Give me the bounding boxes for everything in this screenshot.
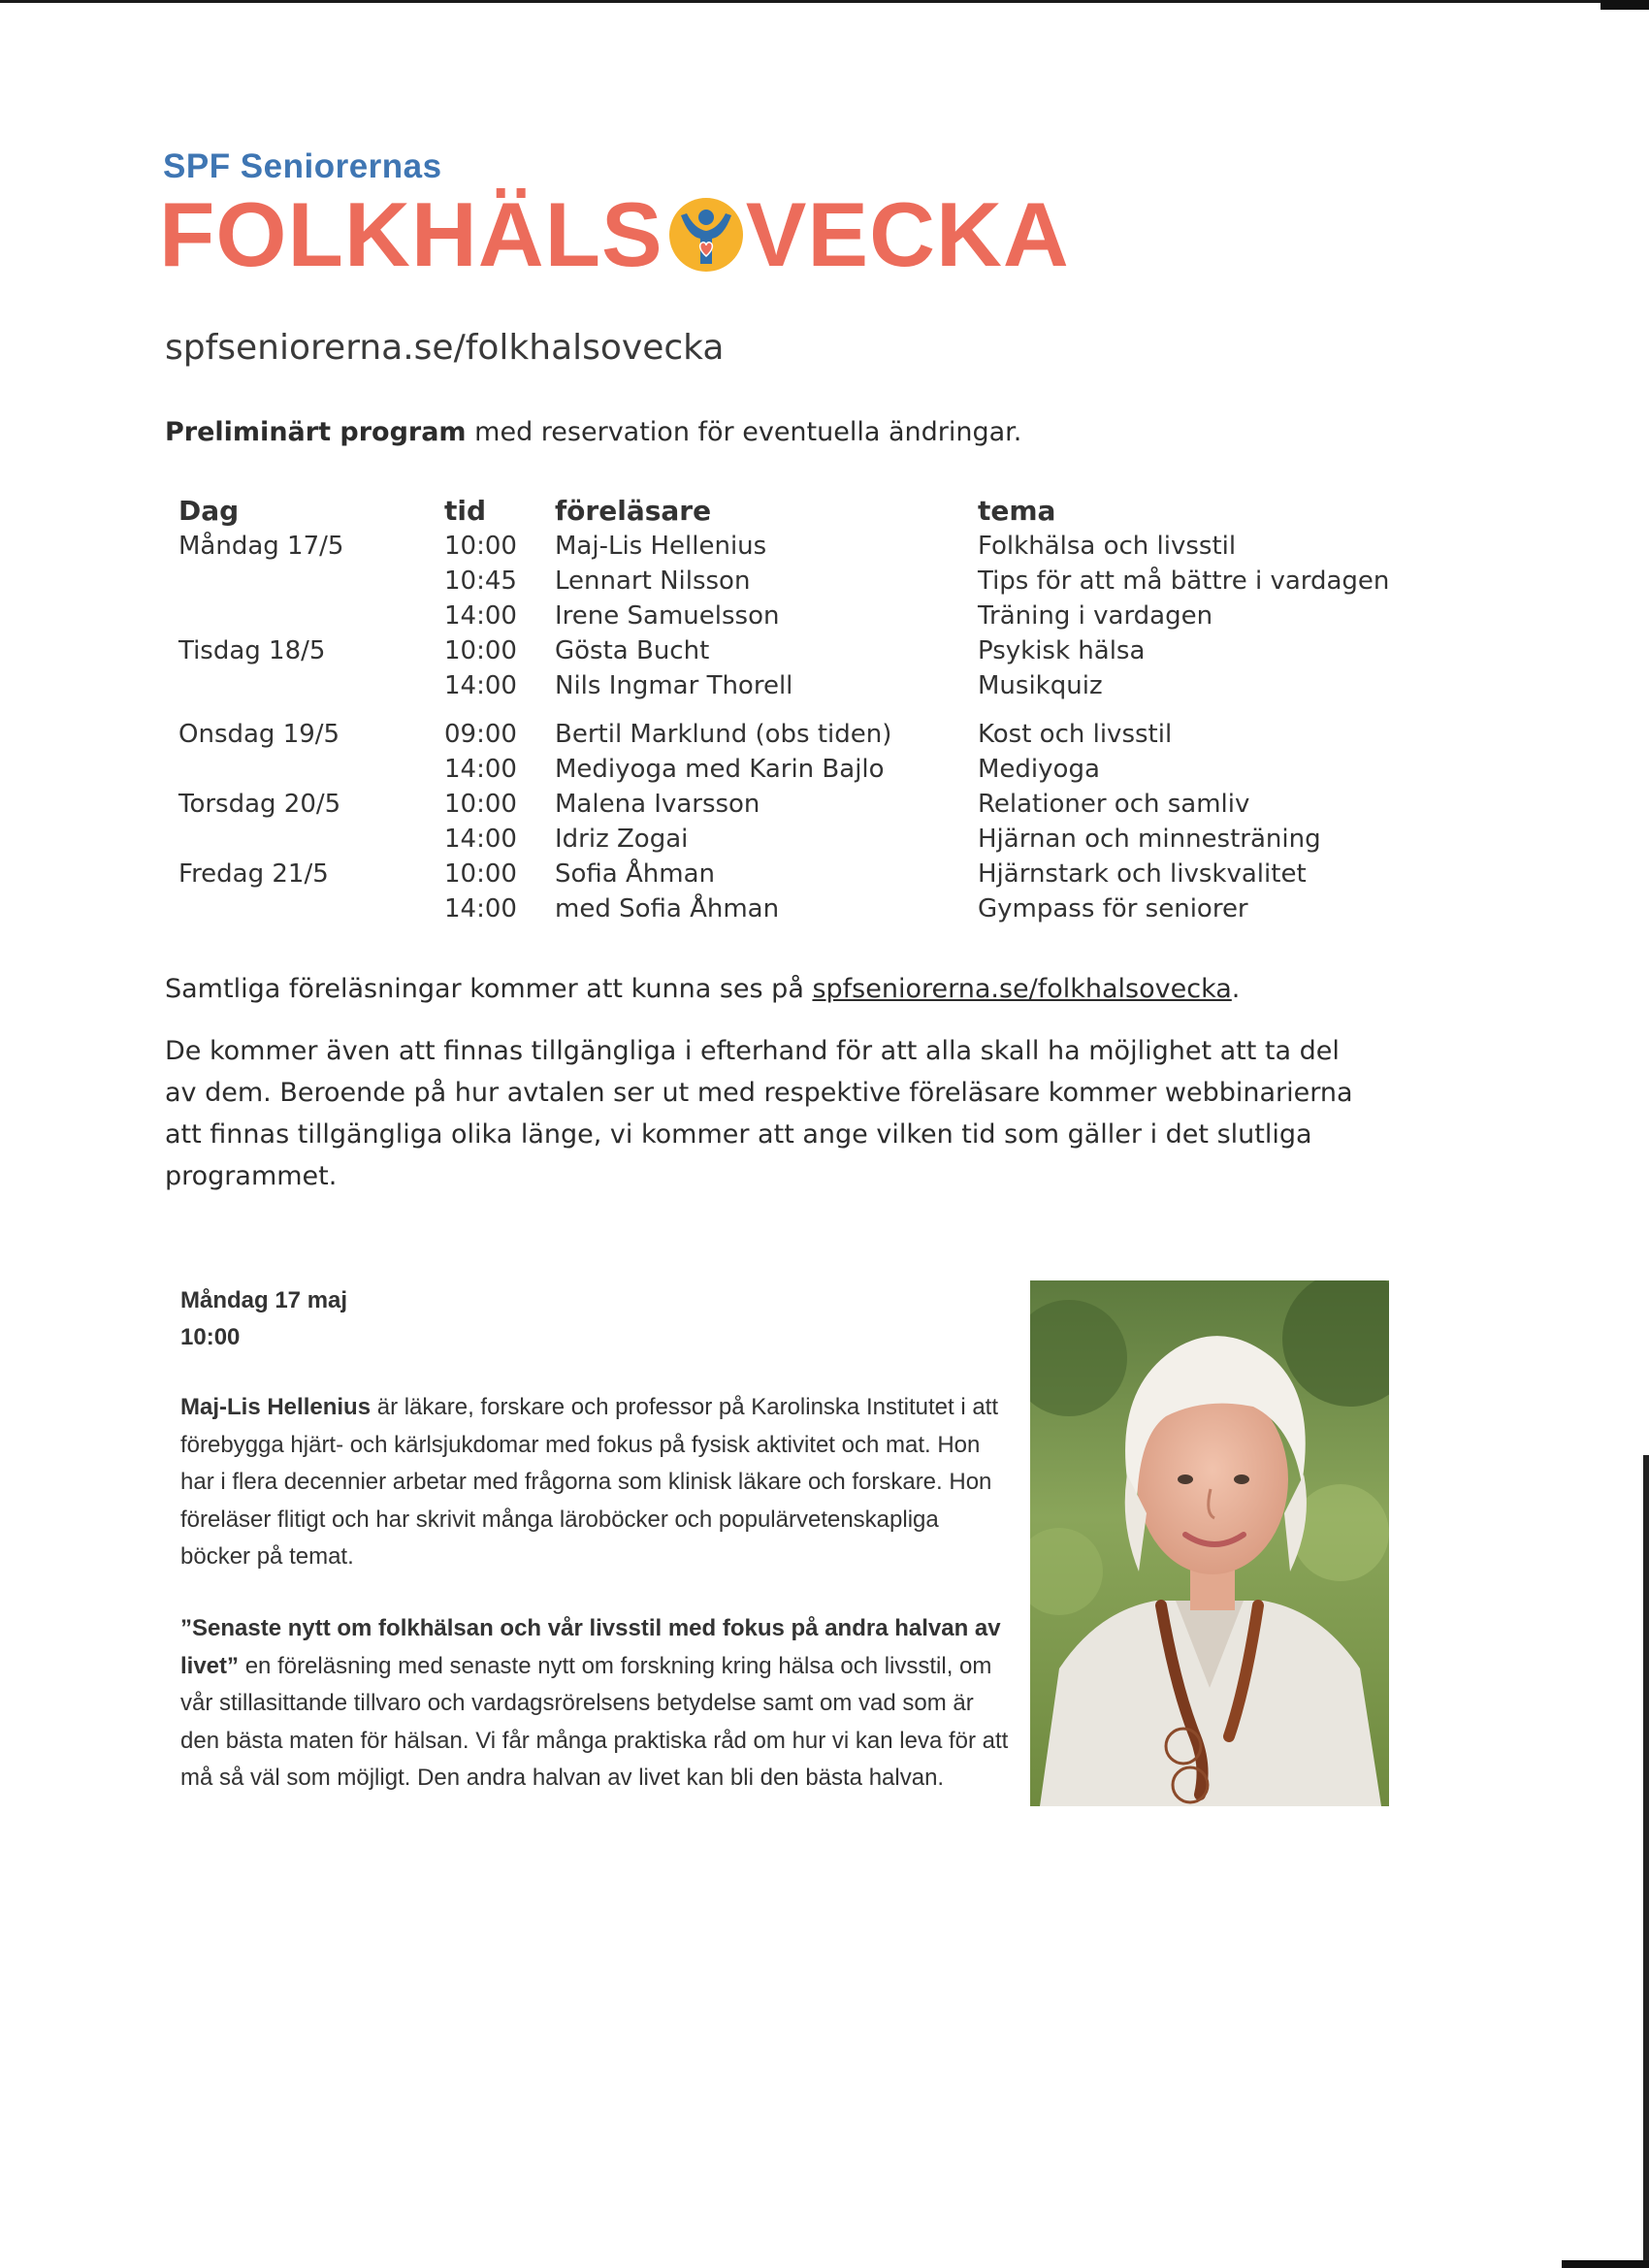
speaker-bio xyxy=(180,1389,1015,1576)
row-day: Måndag 17/5 xyxy=(178,532,344,561)
row-theme: Relationer och samliv xyxy=(978,790,1250,819)
scan-edge xyxy=(1562,2260,1649,2268)
row-theme: Träning i vardagen xyxy=(978,601,1213,631)
logo-word-right: VECKA xyxy=(745,183,1070,285)
table-row xyxy=(178,755,1381,790)
website-url: spfseniorerna.se/folkhalsovecka xyxy=(165,328,725,368)
header-theme: tema xyxy=(978,495,1056,527)
all-lectures-line xyxy=(165,974,1240,1004)
table-row xyxy=(178,894,1381,929)
intro-rest: med reservation för eventuella ändringar. xyxy=(466,417,1022,447)
header-lecturer: föreläsare xyxy=(555,495,712,527)
row-lecturer: Maj-Lis Hellenius xyxy=(555,532,767,561)
intro-line xyxy=(165,417,1021,447)
row-lecturer: Idriz Zogai xyxy=(555,825,689,854)
featured-event-time: 10:00 xyxy=(180,1324,241,1350)
speaker-name: Maj-Lis Hellenius xyxy=(180,1394,372,1420)
scan-edge xyxy=(1600,0,1649,10)
row-lecturer: Mediyoga med Karin Bajlo xyxy=(555,755,885,784)
table-row xyxy=(178,636,1381,671)
row-time: 10:00 xyxy=(444,532,517,561)
row-lecturer: Malena Ivarsson xyxy=(555,790,760,819)
row-lecturer: Bertil Marklund (obs tiden) xyxy=(555,720,892,749)
lecture-description xyxy=(180,1610,1015,1798)
row-lecturer: med Sofia Åhman xyxy=(555,894,780,923)
row-theme: Psykisk hälsa xyxy=(978,636,1146,665)
lecture-title: ”Senaste nytt om folkhälsan och vår livsstil med fokus på andra halvan av livet” xyxy=(180,1615,1001,1679)
availability-paragraph: De kommer även att finnas tillgängliga i efterhand för att alla skall ha möjlighet att ta del av dem. Beroende på hur avtalen ser ut med respektive föreläsare kommer webbinarierna att finnas tillgängliga olika länge, vi kommer att ange vilken tid som gäller i det slutliga programmet. xyxy=(165,1036,1353,1191)
row-time: 14:00 xyxy=(444,825,517,854)
row-time: 10:00 xyxy=(444,790,517,819)
website-link[interactable]: spfseniorerna.se/folkhalsovecka xyxy=(812,974,1232,1004)
featured-event-date: Måndag 17 maj xyxy=(180,1287,348,1313)
table-row xyxy=(178,532,1381,567)
table-row xyxy=(178,671,1381,706)
row-lecturer: Lennart Nilsson xyxy=(555,567,751,596)
table-row xyxy=(178,825,1381,859)
table-row xyxy=(178,601,1381,636)
logo-wordmark xyxy=(159,183,1070,285)
schedule-table xyxy=(178,495,1390,929)
row-theme: Gympass för seniorer xyxy=(978,894,1248,923)
row-theme: Kost och livsstil xyxy=(978,720,1173,749)
table-row xyxy=(178,859,1381,894)
logo-word-left: FOLKHÄLS xyxy=(159,183,663,285)
header-day: Dag xyxy=(178,495,240,527)
speaker-photo xyxy=(1030,1280,1389,1806)
logo-org-name: SPF Seniorernas xyxy=(163,147,442,185)
row-day: Onsdag 19/5 xyxy=(178,720,340,749)
row-lecturer: Nils Ingmar Thorell xyxy=(555,671,793,700)
row-time: 14:00 xyxy=(444,671,517,700)
row-theme: Hjärnstark och livskvalitet xyxy=(978,859,1307,889)
speaker-bio-text: är läkare, forskare och professor på Karolinska Institutet i att förebygga hjärt- och kärlsjukdomar med fokus på fysisk aktivitet och mat. Hon har i flera decennier arbetar med frågorna som klinisk läkare och forskare. Hon föreläser flitigt och har skrivit många läroböcker och populärvetenskapliga böcker på temat. xyxy=(180,1394,999,1570)
row-time: 14:00 xyxy=(444,894,517,923)
row-theme: Musikquiz xyxy=(978,671,1103,700)
scan-edge xyxy=(1643,1455,1649,2268)
intro-bold: Preliminärt program xyxy=(165,417,467,447)
header-time: tid xyxy=(444,495,487,527)
lecture-text: en föreläsning med senaste nytt om forskning kring hälsa och livsstil, om vår stillasittande tillvaro och vardagsrörelsens betydelse samt om vad som är den bästa maten för hälsan. Vi får många praktiska råd om hur vi kan leva för att må så väl som möjligt. Den andra halvan av livet kan bli den bästa halvan. xyxy=(180,1652,1009,1791)
row-lecturer: Gösta Bucht xyxy=(555,636,710,665)
row-day: Fredag 21/5 xyxy=(178,859,329,889)
row-day: Tisdag 18/5 xyxy=(178,636,326,665)
featured-event-datetime xyxy=(180,1282,347,1356)
row-theme: Tips för att må bättre i vardagen xyxy=(978,567,1390,596)
schedule-header-row xyxy=(178,495,1381,532)
table-row xyxy=(178,567,1390,601)
row-time: 10:00 xyxy=(444,636,517,665)
scan-edge xyxy=(0,0,1649,3)
row-time: 14:00 xyxy=(444,755,517,784)
row-day: Torsdag 20/5 xyxy=(178,790,341,819)
row-theme: Folkhälsa och livsstil xyxy=(978,532,1237,561)
row-time: 10:00 xyxy=(444,859,517,889)
speaker-portrait-image xyxy=(1030,1280,1389,1806)
row-time: 10:45 xyxy=(444,567,517,596)
row-theme: Hjärnan och minnesträning xyxy=(978,825,1321,854)
person-heart-icon xyxy=(667,196,745,274)
all-lectures-suffix: . xyxy=(1231,974,1241,1004)
row-lecturer: Irene Samuelsson xyxy=(555,601,780,631)
row-time: 09:00 xyxy=(444,720,517,749)
table-row xyxy=(178,790,1381,825)
row-time: 14:00 xyxy=(444,601,517,631)
all-lectures-prefix: Samtliga föreläsningar kommer att kunna ses på xyxy=(165,974,813,1004)
row-theme: Mediyoga xyxy=(978,755,1100,784)
row-lecturer: Sofia Åhman xyxy=(555,859,715,889)
table-row xyxy=(178,720,1381,755)
